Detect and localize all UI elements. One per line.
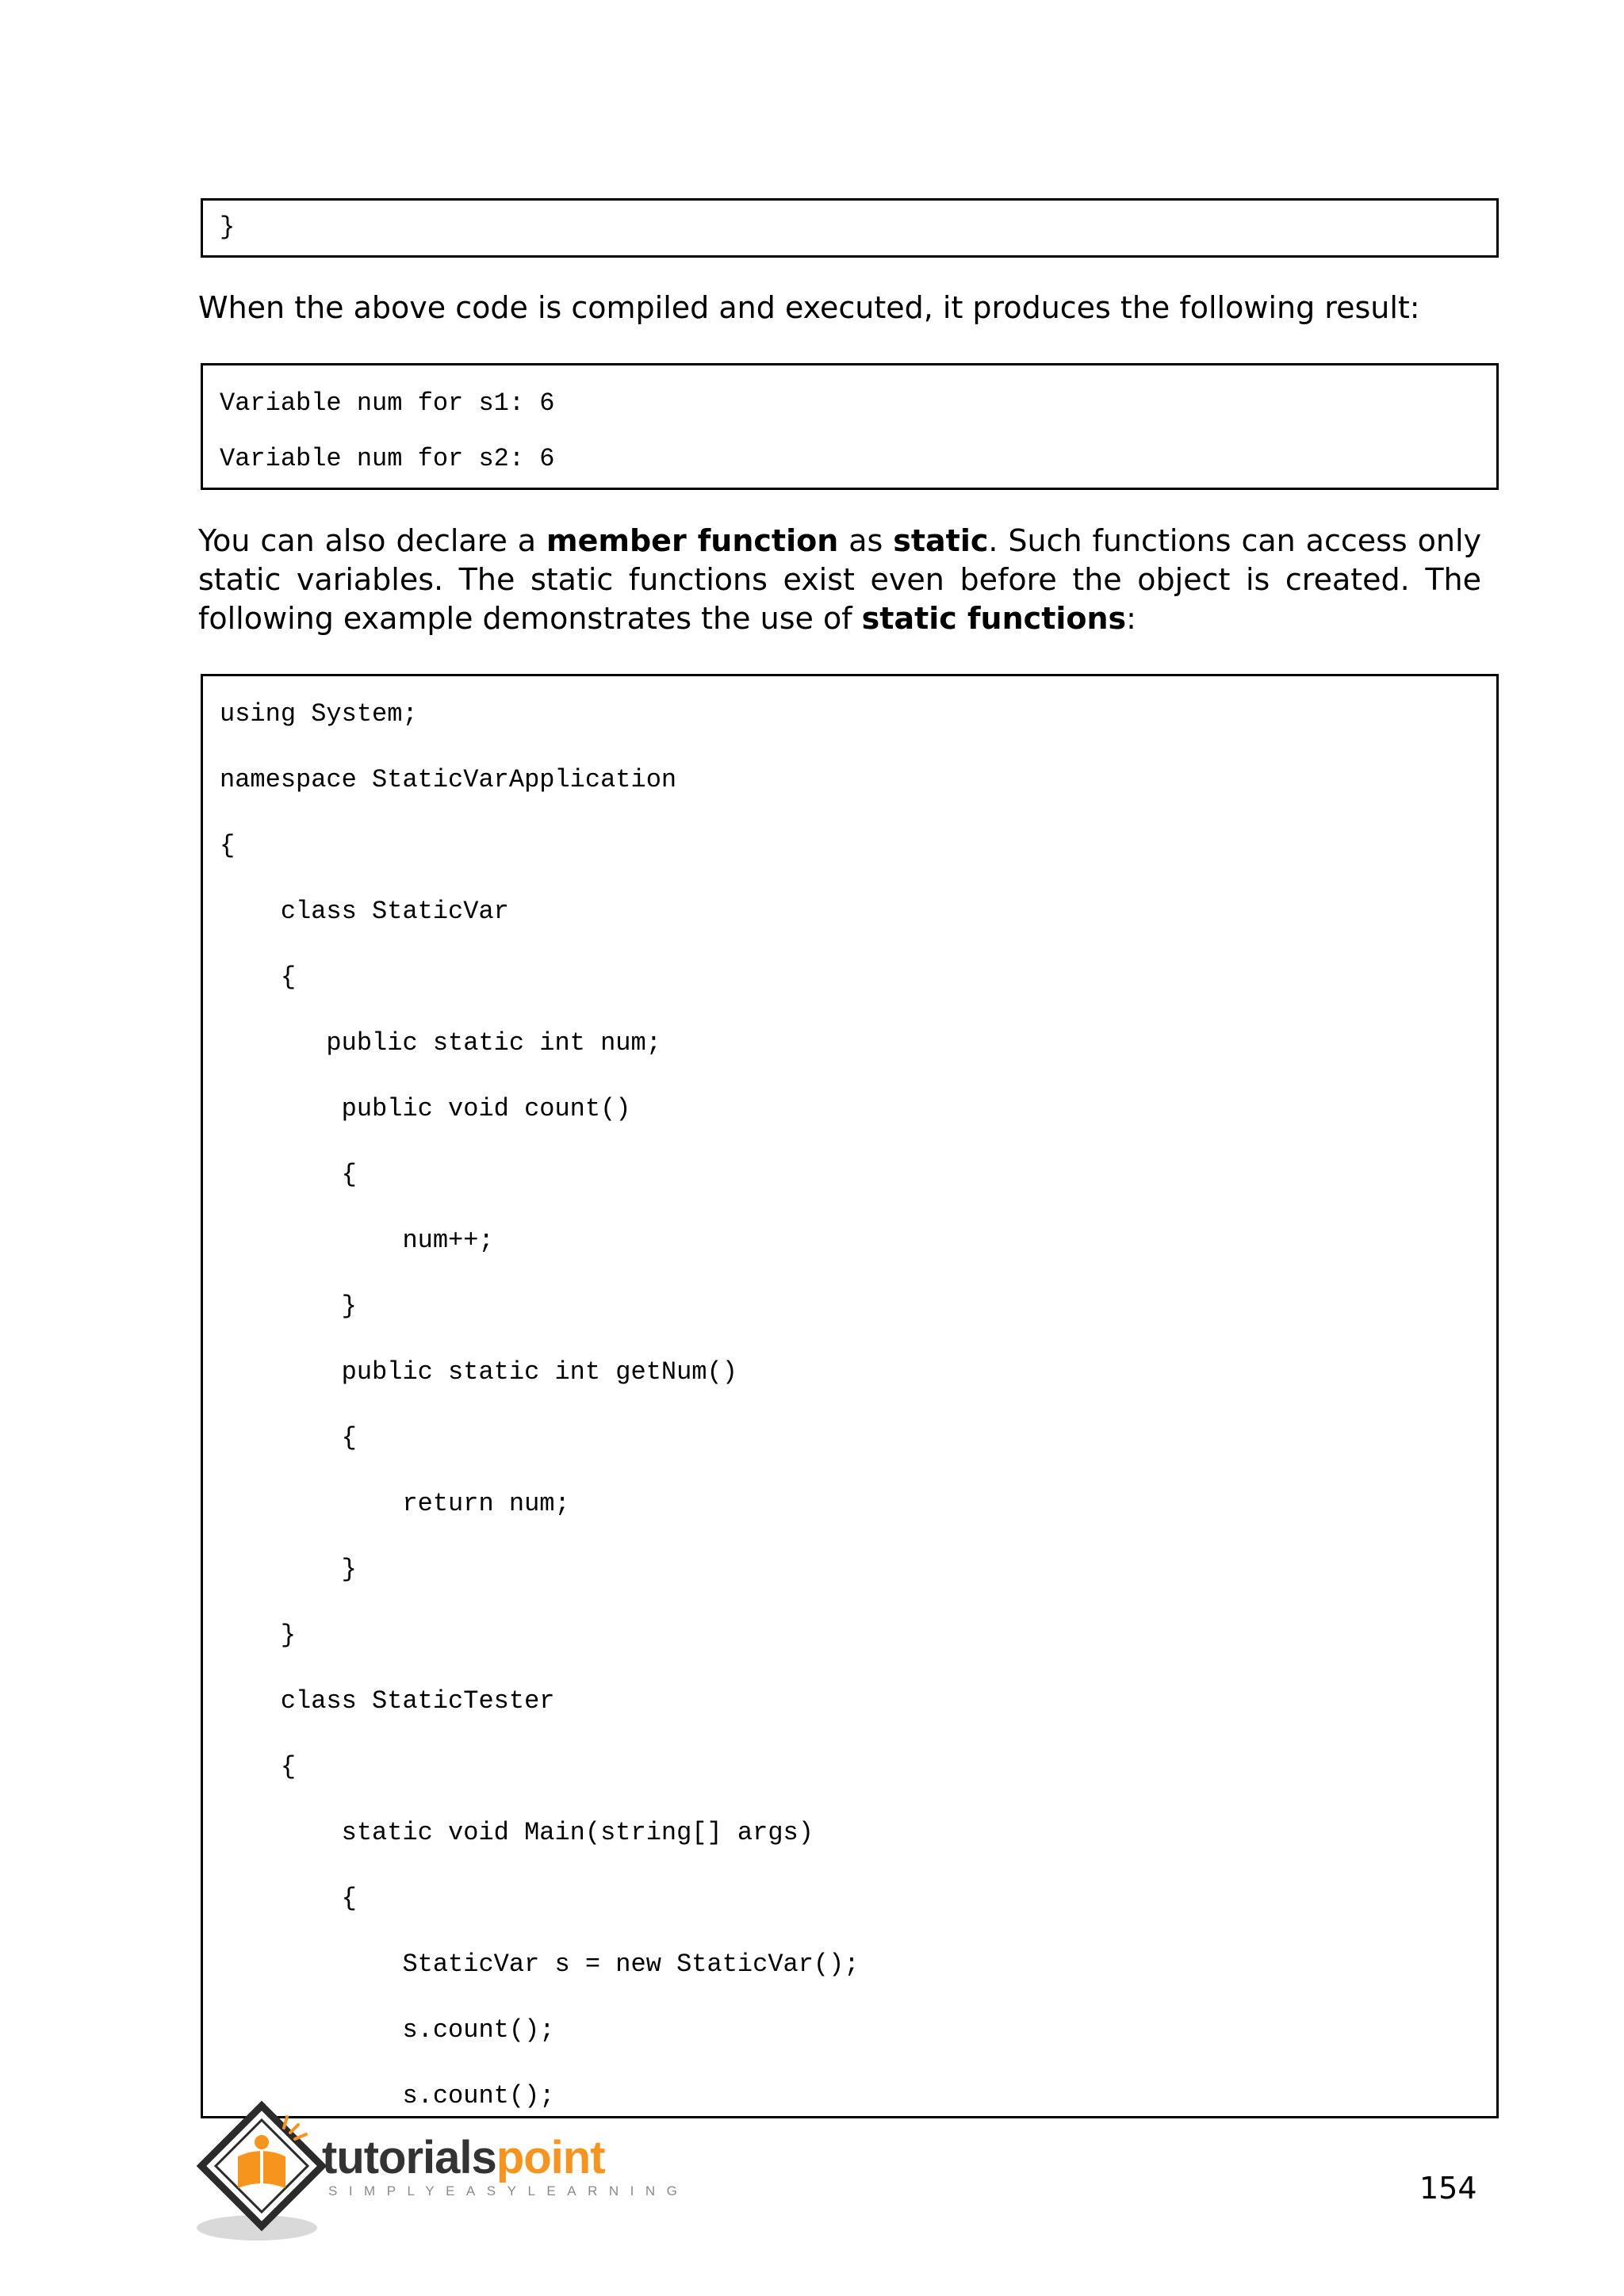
code-line: s.count(); — [220, 2015, 555, 2045]
code-line: public static int num; — [220, 1028, 661, 1058]
logo-word-point: point — [496, 2132, 605, 2183]
code-line: num++; — [220, 1226, 494, 1255]
text-span: as — [838, 523, 894, 558]
code-line: public void count() — [220, 1094, 631, 1123]
output-line: Variable num for s2: 6 — [220, 444, 555, 473]
code-line: } — [220, 1621, 297, 1650]
code-line: } — [220, 212, 236, 242]
code-line: { — [220, 831, 236, 860]
code-line: StaticVar s = new StaticVar(); — [220, 1950, 860, 1979]
code-line: public static int getNum() — [220, 1357, 737, 1387]
code-line: { — [220, 962, 297, 992]
page-number: 154 — [1419, 2171, 1477, 2206]
logo-tagline: SIMPLYEASYLEARNING — [328, 2183, 689, 2198]
code-line: s.count(); — [220, 2081, 555, 2110]
bold-term-member-function: member function — [546, 523, 839, 558]
text-span: : — [1126, 601, 1136, 636]
code-line: static void Main(string[] args) — [220, 1818, 814, 1847]
code-block-fragment — [201, 198, 1499, 258]
bold-term-static: static — [893, 523, 989, 558]
code-line: } — [220, 1555, 357, 1584]
logo-diamond-icon — [195, 2101, 338, 2245]
code-line: using System; — [220, 699, 418, 729]
result-intro-paragraph: When the above code is compiled and executed, it produces the following result: — [198, 290, 1420, 325]
code-block-example — [201, 674, 1499, 2118]
code-line: class StaticVar — [220, 897, 509, 926]
output-block — [201, 363, 1499, 490]
bold-term-static-functions: static functions — [861, 601, 1127, 636]
code-line: { — [220, 1884, 357, 1913]
text-span: . Such functions can access only static variables. The static functions exist even before the object is created. The following example demonstrates the use of — [198, 523, 1482, 636]
output-line: Variable num for s1: 6 — [220, 388, 555, 418]
code-line: return num; — [220, 1489, 570, 1518]
text-span: You can also declare a — [198, 523, 546, 558]
code-line: class StaticTester — [220, 1686, 555, 1716]
static-function-paragraph — [198, 522, 1481, 638]
logo-wordmark — [322, 2131, 605, 2184]
code-line: { — [220, 1160, 357, 1189]
code-line: { — [220, 1423, 357, 1452]
code-line: namespace StaticVarApplication — [220, 765, 677, 794]
logo-word-tutorials: tutorials — [322, 2132, 496, 2183]
code-line: } — [220, 1292, 357, 1321]
tutorialspoint-logo — [195, 2101, 689, 2245]
code-line: { — [220, 1752, 297, 1781]
